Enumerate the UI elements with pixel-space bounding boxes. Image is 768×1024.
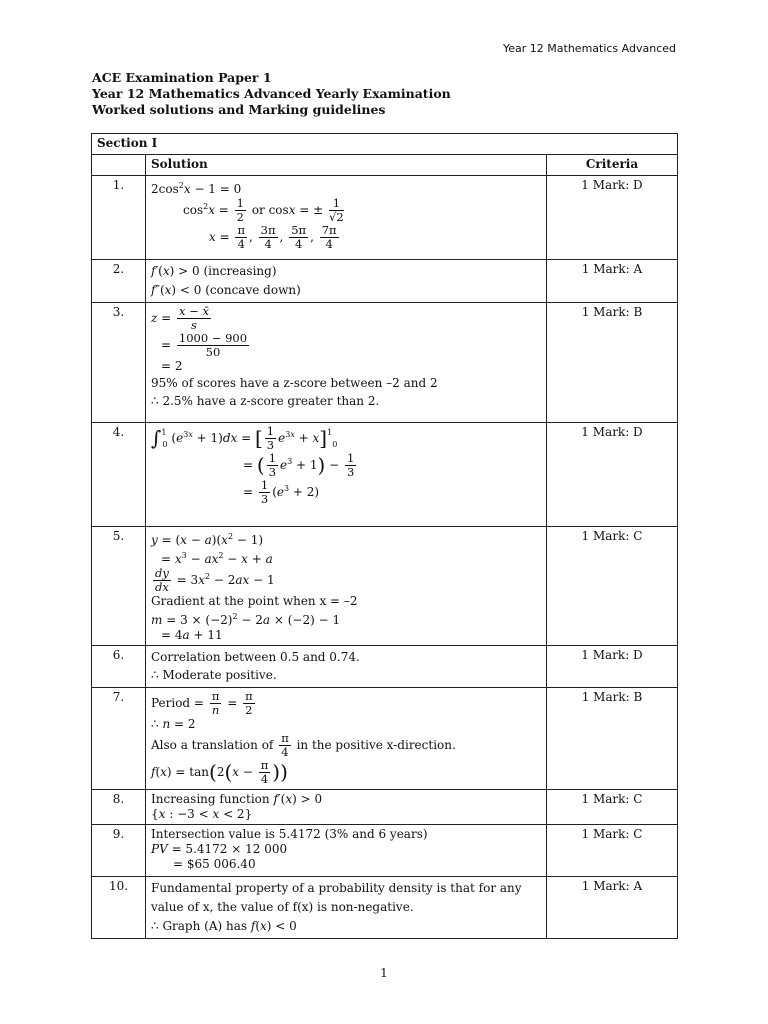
title-line: Worked solutions and Marking guidelines [92,102,386,117]
solution-text: Correlation between 0.5 and 0.74. [151,650,360,664]
criteria-cell: 1 Mark: A [547,877,678,939]
table-row [92,176,678,260]
criteria-cell: 1 Mark: C [547,790,678,825]
criteria-cell: 1 Mark: D [547,176,678,260]
solution-text: Fundamental property of a probability density is that for any [151,881,522,895]
title-line: Year 12 Mathematics Advanced Yearly Examination [92,86,451,101]
question-number: 6. [92,646,146,688]
page-header: Year 12 Mathematics Advanced [503,42,676,55]
criteria-cell: 1 Mark: C [547,527,678,646]
solution-cell: Intersection value is 5.4172 (3% and 6 years) PV = 5.4172 × 12 000 = $65 006.40 [146,825,547,877]
solution-cell: z = $\frac{x - x̄}{s}$ = $\frac{1000 - 900}{50}$ = 2 95% of scores have a z-score between –2 and 2 ∴ 2.5% have a z-score greater than 2. [146,303,547,423]
question-number: 8. [92,790,146,825]
solution-cell: Fundamental property of a probability density is that for any value of x, the value of f(x) is non-negative. ∴ Graph (A) has f(x) < 0 [146,877,547,939]
question-number: 9. [92,825,146,877]
solution-cell: $2\cos^2x - 1 = 0$ $\cos^2x$ = $\frac{1}{2}$ or cosx = ± $\frac{1}{√2}$ x = $\frac{\pi}{4}$ , $\frac{3\pi}{4}$ , $\frac{5\pi}{4}$ , $\frac{7\pi}{4}$ [146,176,547,260]
solution-cell [146,646,547,688]
question-number: 3. [92,303,146,423]
solution-text: value of x, the value of f(x) is non-negative. [151,900,414,914]
table-row [92,527,678,646]
solution-text: in the positive x-direction. [296,738,456,752]
question-number: 4. [92,423,146,527]
solution-text: (increasing) [203,264,277,278]
criteria-cell: 1 Mark: D [547,423,678,527]
table-row [92,688,678,790]
solution-cell: f′(x) > 0 (increasing) f″(x) < 0 (concave down) [146,260,547,303]
table-row [92,877,678,939]
solutions-table [91,133,678,939]
solution-text: Also a translation of [151,738,274,752]
question-number: 10. [92,877,146,939]
solution-cell: Increasing function f′(x) > 0 {x : −3 < x < 2} [146,790,547,825]
table-row [92,825,678,877]
solution-text: Intersection value is 5.4172 (3% and 6 years) [151,827,428,841]
question-number: 1. [92,176,146,260]
solution-text: Increasing function [151,792,270,806]
table-row [92,790,678,825]
criteria-cell: 1 Mark: A [547,260,678,303]
question-number: 5. [92,527,146,646]
solution-text: ∴ Graph (A) has [151,919,248,933]
table-row [92,303,678,423]
solution-cell: ∫$^1$0 $(e^{3x} + 1)dx$ = [ $\frac{1}{3}$ $e^{3x} + x]^10$ = ( $\frac{1}{3}$ $e^3 + 1$) − $\frac{1}{3}$ = $\frac{1}{3}$ $(e^3 + 2)$ [146,423,547,527]
criteria-cell: 1 Mark: C [547,825,678,877]
section-heading: Section I [92,134,678,155]
document-titles [92,70,451,118]
page-number: 1 [380,966,388,980]
table-row [92,260,678,303]
solution-text: 95% of scores have a z-score between –2 and 2 [151,376,438,390]
criteria-cell: 1 Mark: D [547,646,678,688]
question-number: 7. [92,688,146,790]
solution-text: ∴ Moderate positive. [151,668,277,682]
criteria-cell: 1 Mark: B [547,303,678,423]
solution-cell: $y = (x - a)(x^2 - 1)$ = $x^3 - ax^2 - x + a$ $\frac{dy}{dx}$ = $3x^2 - 2ax - 1$ Gradient at the point when x = –2 $m = 3 \times (-2)^2 - 2a \times (-2) - 1$ = 4a + 11 [146,527,547,646]
table-row [92,423,678,527]
column-header-solution: Solution [146,155,547,176]
solution-text: (concave down) [205,283,301,297]
column-header-criteria: Criteria [547,155,678,176]
solution-text: Gradient at the point when x = –2 [151,594,358,608]
solution-text: ∴ 2.5% have a z-score greater than 2. [151,394,380,408]
title-line: ACE Examination Paper 1 [92,70,272,85]
solution-cell: Period = $\frac{\pi}{n}$ = $\frac{\pi}{2}$ ∴ n = 2 Also a translation of $\frac{\pi}{4}$ in the positive x-direction. f(x) = tan(2(x − $\frac{\pi}{4}$ )) [146,688,547,790]
table-row [92,646,678,688]
question-number: 2. [92,260,146,303]
criteria-cell: 1 Mark: B [547,688,678,790]
